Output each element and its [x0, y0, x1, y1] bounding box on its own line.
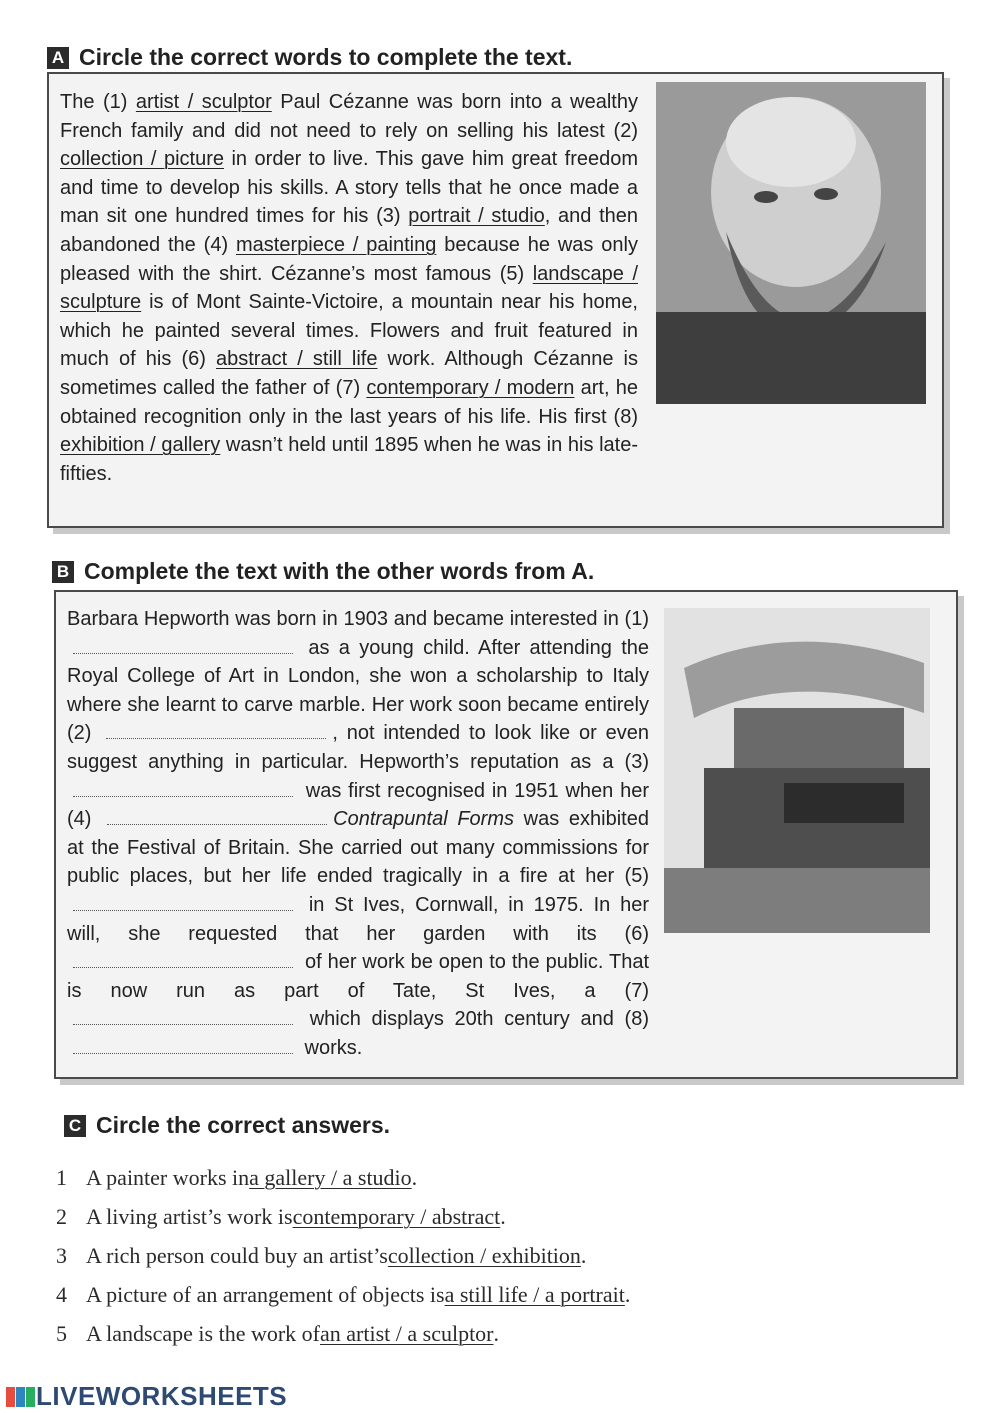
text-run: , and then abandoned the (4) [60, 205, 638, 256]
section-b-title: Complete the text with the other words from A. [84, 558, 595, 584]
artwork-title: Contrapuntal Forms [333, 808, 514, 831]
answer-blank-7[interactable] [73, 1010, 293, 1025]
question-end: . [493, 1320, 500, 1346]
question-item [56, 1236, 630, 1275]
question-number: 1 [56, 1164, 67, 1190]
word-choice[interactable]: portrait / studio [408, 205, 545, 228]
question-text: A living artist’s work is [86, 1203, 293, 1229]
cezanne-portrait-image [656, 82, 926, 404]
answer-blank-4[interactable] [107, 810, 327, 825]
answer-blank-2[interactable] [106, 724, 326, 739]
answer-blank-5[interactable] [73, 896, 293, 911]
word-choice[interactable]: artist / sculptor [135, 91, 272, 113]
answer-choice[interactable]: a still life / a portrait [444, 1281, 625, 1307]
section-c-heading [64, 1112, 390, 1139]
section-a-letter: A [47, 47, 69, 69]
text-run: which displays 20th century and (8) [299, 1008, 649, 1031]
answer-choice[interactable]: an artist / a sculptor [320, 1320, 494, 1346]
text-run: work. Although Cézanne is sometimes called the father of (7) [60, 348, 638, 399]
section-a-heading [47, 44, 572, 71]
section-a-title: Circle the correct words to complete the text. [79, 44, 573, 70]
word-choice[interactable]: contemporary / modern [366, 376, 575, 399]
text-run: Paul Cézanne was born into a wealthy French family and did not need to rely on selling his latest (2) [60, 91, 638, 142]
question-end: . [624, 1281, 631, 1307]
logo-text: LIVEWORKSHEETS [36, 1381, 288, 1411]
section-b-letter: B [52, 561, 74, 583]
section-c-question-list [56, 1158, 630, 1353]
section-b-heading [52, 558, 594, 585]
text-run: was first recognised in 1951 when her (4) [67, 779, 649, 831]
text-run: The (1) [60, 91, 136, 113]
answer-choice[interactable]: a gallery / a studio [249, 1164, 412, 1190]
word-choice[interactable]: exhibition / gallery [60, 434, 221, 457]
text-run: works. [299, 1036, 363, 1059]
text-run: , not intended to look like or even suggest anything in particular. Hepworth’s reputation as a (3) [67, 722, 649, 773]
question-number: 2 [56, 1203, 67, 1229]
question-item [56, 1314, 630, 1353]
question-text: A painter works in [86, 1164, 250, 1190]
hepworth-building-photo [664, 608, 930, 933]
text-run: is of Mont Sainte-Victoire, a mountain near his home, which he painted several times. Flowers and fruit featured in much of his (6) [60, 291, 638, 371]
answer-blank-8[interactable] [73, 1039, 293, 1054]
word-choice[interactable]: collection / picture [60, 148, 224, 171]
section-c-letter: C [64, 1115, 86, 1137]
liveworksheets-logo [6, 1381, 287, 1412]
question-number: 4 [56, 1281, 67, 1307]
word-choice[interactable]: masterpiece / painting [236, 233, 437, 256]
question-end: . [411, 1164, 418, 1190]
question-end: . [500, 1203, 506, 1229]
text-run: in St Ives, Cornwall, in 1975. In her will, she requested that her garden with its (6) [67, 893, 649, 945]
text-run: Barbara Hepworth was born in 1903 and became interested in (1) [67, 608, 649, 630]
cezanne-portrait-photo [656, 82, 926, 404]
answer-choice[interactable]: contemporary / abstract [292, 1203, 501, 1229]
text-run: art, he obtained recognition only in the last years of his life. His first (8) [60, 376, 638, 428]
section-c-title: Circle the correct answers. [96, 1112, 391, 1138]
answer-blank-6[interactable] [73, 953, 293, 968]
question-number: 5 [56, 1320, 67, 1346]
text-run: as a young child. After attending the Royal College of Art in London, she won a scholarship to Italy where she learnt to carve marble. Her work soon became entirely (2) [67, 636, 649, 745]
question-text: A picture of an arrangement of objects is [86, 1281, 445, 1307]
text-run: of her work be open to the public. That is now run as part of Tate, St Ives, a (7) [67, 951, 649, 1002]
question-text: A landscape is the work of [86, 1320, 320, 1346]
question-text: A rich person could buy an artist’s [86, 1242, 388, 1268]
question-item [56, 1275, 630, 1314]
section-a-paragraph [60, 88, 638, 488]
text-run: was exhibited at the Festival of Britain. She carried out many commissions for public places, but her life ended tragically in a fire at her (5) [67, 808, 649, 888]
liveworksheets-icon [6, 1385, 36, 1409]
question-item [56, 1158, 630, 1197]
text-run: because he was only pleased with the shirt. Cézanne’s most famous (5) [60, 233, 638, 285]
word-choice[interactable]: abstract / still life [216, 348, 378, 371]
answer-blank-3[interactable] [73, 782, 293, 797]
answer-choice[interactable]: collection / exhibition [387, 1242, 581, 1268]
section-b-paragraph [67, 605, 649, 1063]
text-run: in order to live. This gave him great freedom and time to develop his skills. A story tells that he once made a man sit one hundred times for his (3) [60, 148, 639, 228]
text-run: wasn’t held until 1895 when he was in his late-fifties. [60, 434, 638, 485]
word-choice[interactable]: landscape / sculpture [60, 262, 638, 314]
question-item [56, 1197, 630, 1236]
question-number: 3 [56, 1242, 67, 1268]
question-end: . [580, 1242, 587, 1268]
hepworth-building-image [664, 608, 930, 933]
answer-blank-1[interactable] [73, 639, 293, 654]
